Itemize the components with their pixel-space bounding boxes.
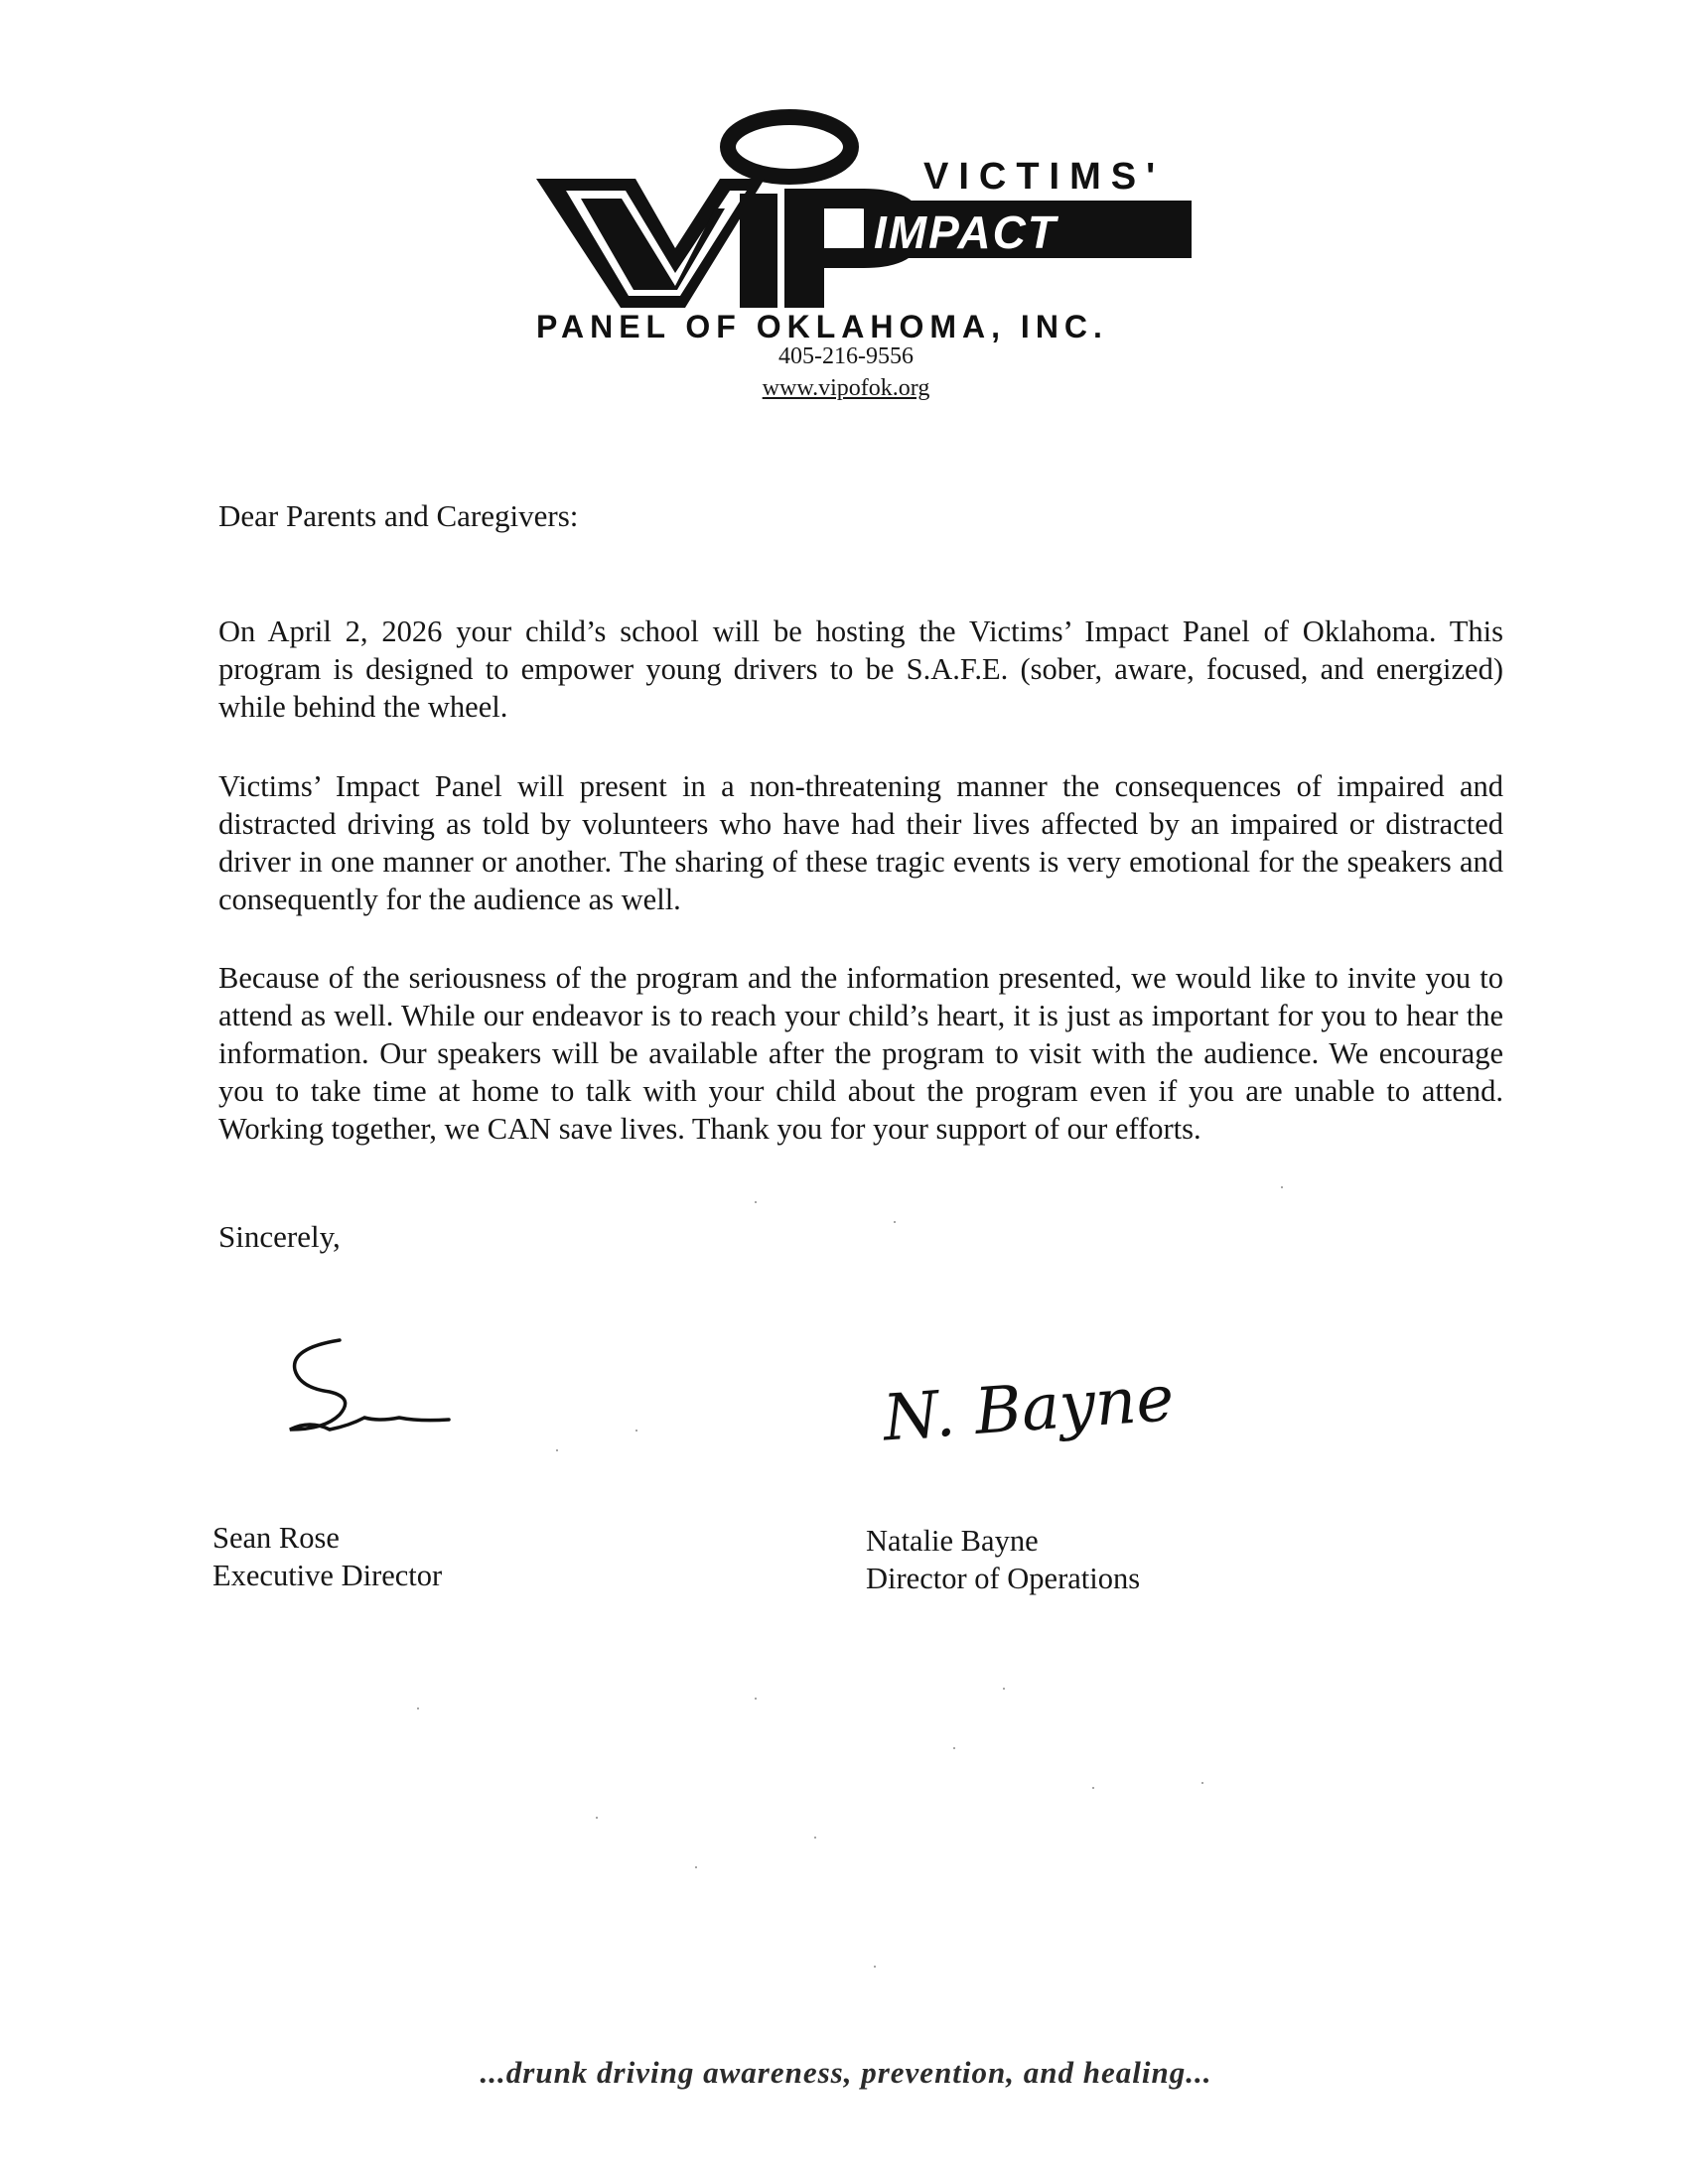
- logo-line-victims: VICTIMS': [923, 156, 1166, 198]
- signature-sean-rose: [270, 1330, 469, 1459]
- paragraph-presentation: Victims’ Impact Panel will present in a non-threatening manner the consequences of impaired and distracted driving as told by volunteers who have had their lives affected by an impaired or distracted driver in one manner or another. The sharing of these tragic events is very emotional for the speakers and consequently for the audience as well.: [218, 769, 1503, 916]
- footer-tagline: ...drunk driving awareness, prevention, and healing...: [480, 2055, 1212, 2090]
- signatory-sean-rose: [212, 1519, 442, 1594]
- organization-logo: [526, 109, 1201, 347]
- website-link[interactable]: www.vipofok.org: [762, 375, 930, 401]
- signatory-name: Sean Rose: [212, 1521, 340, 1555]
- logo-line-panel: PANEL OF OKLAHOMA, INC.: [536, 309, 1108, 344]
- signatory-natalie-bayne: [866, 1522, 1140, 1597]
- signatory-title: Director of Operations: [866, 1562, 1141, 1595]
- signatory-name: Natalie Bayne: [866, 1524, 1039, 1558]
- signature-natalie-bayne: [881, 1340, 1182, 1479]
- phone-number: 405-216-9556: [778, 343, 914, 369]
- paragraph-invitation: Because of the seriousness of the program and the information presented, we would like to invite you to attend as well. While our endeavor is to reach your child’s heart, it is just as important for you to hear the information. Our speakers will be available after the program to visit with the audience. We encourage you to take time at home to talk with your child about the program even if you are unable to attend. Working together, we CAN save lives. Thank you for your support of our efforts.: [218, 961, 1503, 1146]
- paragraph-program-intro: On April 2, 2026 your child’s school will be hosting the Victims’ Impact Panel of Oklahoma. This program is designed to empower young drivers to be S.A.F.E. (sober, aware, focused, and energized) while behind the wheel.: [218, 614, 1503, 724]
- closing: Sincerely,: [218, 1219, 341, 1254]
- salutation: Dear Parents and Caregivers:: [218, 498, 579, 533]
- logo-line-impact: IMPACT: [874, 206, 1058, 258]
- signature-natalie-bayne-text: N. Bayne: [881, 1362, 1177, 1456]
- signatory-title: Executive Director: [212, 1559, 443, 1592]
